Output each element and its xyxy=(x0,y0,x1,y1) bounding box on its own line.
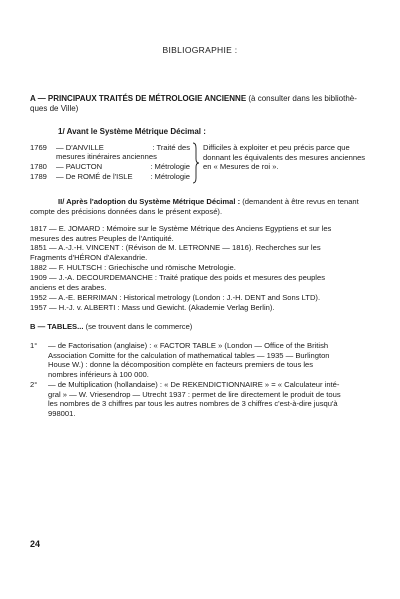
section-b-item: — de Multiplication (hollandaise) : « De REKENDICTIONNAIRE » = « Calculateur inté- gral » — W. Vriesendrop — Utrecht 1937 : permet de lire directement le produit de tous les nombres de 3 chiffres par tous les autres nombres de 3 chiffres c'est-à-dire jusqu'à 998001. xyxy=(48,380,341,418)
sub2-entry: 1817 — E. JOMARD : Mémoire sur le Système Métrique des Anciens Egyptiens et sur les mesures des autres Peuples de l'Antiquité. xyxy=(30,224,332,243)
sub2-heading: II/ Après l'adoption du Système Métrique Décimal : (demandent à être revus en tenant xyxy=(58,197,359,206)
section-a-heading-bold: A — PRINCIPAUX TRAITÉS DE MÉTROLOGIE ANCIENNE xyxy=(30,94,247,103)
section-b-item: — de Factorisation (anglaise) : « FACTOR TABLE » (London — Office of the British Association Comitte for the calculation of mathematical tables — 1935 — Burlington House W.) : donne la décomposition complète en facteurs premiers de tous les nombres inférieurs à 100 000. xyxy=(48,341,330,379)
section-a-heading-line2: ques de Ville) xyxy=(30,104,79,113)
sub2-entry: 1909 — J.-A. DECOURDEMANCHE : Traité pratique des poids et mesures des peuples anciens et des arabes. xyxy=(30,273,326,292)
sub1-heading: 1/ Avant le Système Métrique Décimal : xyxy=(58,127,206,136)
sub1-note: Difficiles à exploiter et peu précis parce que donnant les équivalents des mesures anciennes en « Mesures de roi ». xyxy=(203,143,366,172)
sub2-entry: 1952 — A.-E. BERRIMAN : Historical metrology (London : J.-H. DENT and Sons LTD). xyxy=(30,293,321,302)
sub2-heading-line2: compte des précisions données dans le présent exposé). xyxy=(30,207,223,216)
brace-icon xyxy=(191,142,201,184)
section-a-heading xyxy=(30,94,375,114)
section-b-item-number: 2° xyxy=(30,380,38,389)
page-number: 24 xyxy=(30,539,41,549)
document-page: BIBLIOGRAPHIE : A — PRINCIPAUX TRAITÉS DE MÉTROLOGIE ANCIENNE (à consulter dans les bibliothè- ques de Ville) 1/ Avant le Système Métrique Décimal : 1769 — D'ANVILLE : Traité des mesures itinéraires anciennes 1780 — PAUCTON : Métrologie 1789 — De ROMÉ de l'ISLE : Métrologie Difficiles à exploiter et peu précis parce que donnant les équivalents des mesures anciennes en « Mesures de roi ». II/ Après l'adoption du Système Métrique Décimal : (demandent à être revus en tenant compte des précisions données dans le présent exposé). 1817 — E. JOMARD : Mémoire sur le Système Métrique des Anciens Egyptiens et sur les mesures des autres Peuples de l'Antiquité. 1851 — A.-J.-H. VINCENT : (Révison de M. LETRONNE — 1816). Recherches sur les Fragments d'HÉRON d'Alexandrie. 1882 — F. HULTSCH : Griechische und römische Metrologie. 1909 — J.-A. DECOURDEMANCHE : Traité pratique des poids et mesures des peuples anciens et des arabes. 1952 — A.-E. BERRIMAN : Historical metrology (London : J.-H. DENT and Sons LTD). 1957 — H.-J. v. ALBERTI : Mass und Gewicht. (Akademie Verlag Berlin). B — TABLES... (se trouvent dans le commerce) 1° — de Factorisation (anglaise) : « FACTOR TABLE » (London — Office of the British Association Comitte for the calculation of mathematical tables — 1935 — Burlington House W.) : donne la décomposition complète en facteurs premiers de tous les nombres inférieurs à 100 000. 2° — de Multiplication (hollandaise) : « De REKENDICTIONNAIRE » = « Calculateur inté- gral » — W. Vriesendrop — Utrecht 1937 : permet de lire directement le produit de tous les nombres de 3 chiffres par tous les autres nombres de 3 chiffres c'est-à-dire jusqu'à 998001. 24 xyxy=(0,0,400,599)
section-b-item-number: 1° xyxy=(30,341,38,350)
section-a-heading-rest: (à consulter dans les bibliothè- xyxy=(246,94,357,103)
sub2-entry: 1882 — F. HULTSCH : Griechische und römische Metrologie. xyxy=(30,263,236,272)
section-b-heading: B — TABLES... (se trouvent dans le commerce) xyxy=(30,322,193,331)
sub2-entry: 1957 — H.-J. v. ALBERTI : Mass und Gewicht. (Akademie Verlag Berlin). xyxy=(30,303,275,312)
page-title: BIBLIOGRAPHIE : xyxy=(162,45,238,55)
sub2-entry: 1851 — A.-J.-H. VINCENT : (Révison de M. LETRONNE — 1816). Recherches sur les Fragments d'HÉRON d'Alexandrie. xyxy=(30,243,321,262)
